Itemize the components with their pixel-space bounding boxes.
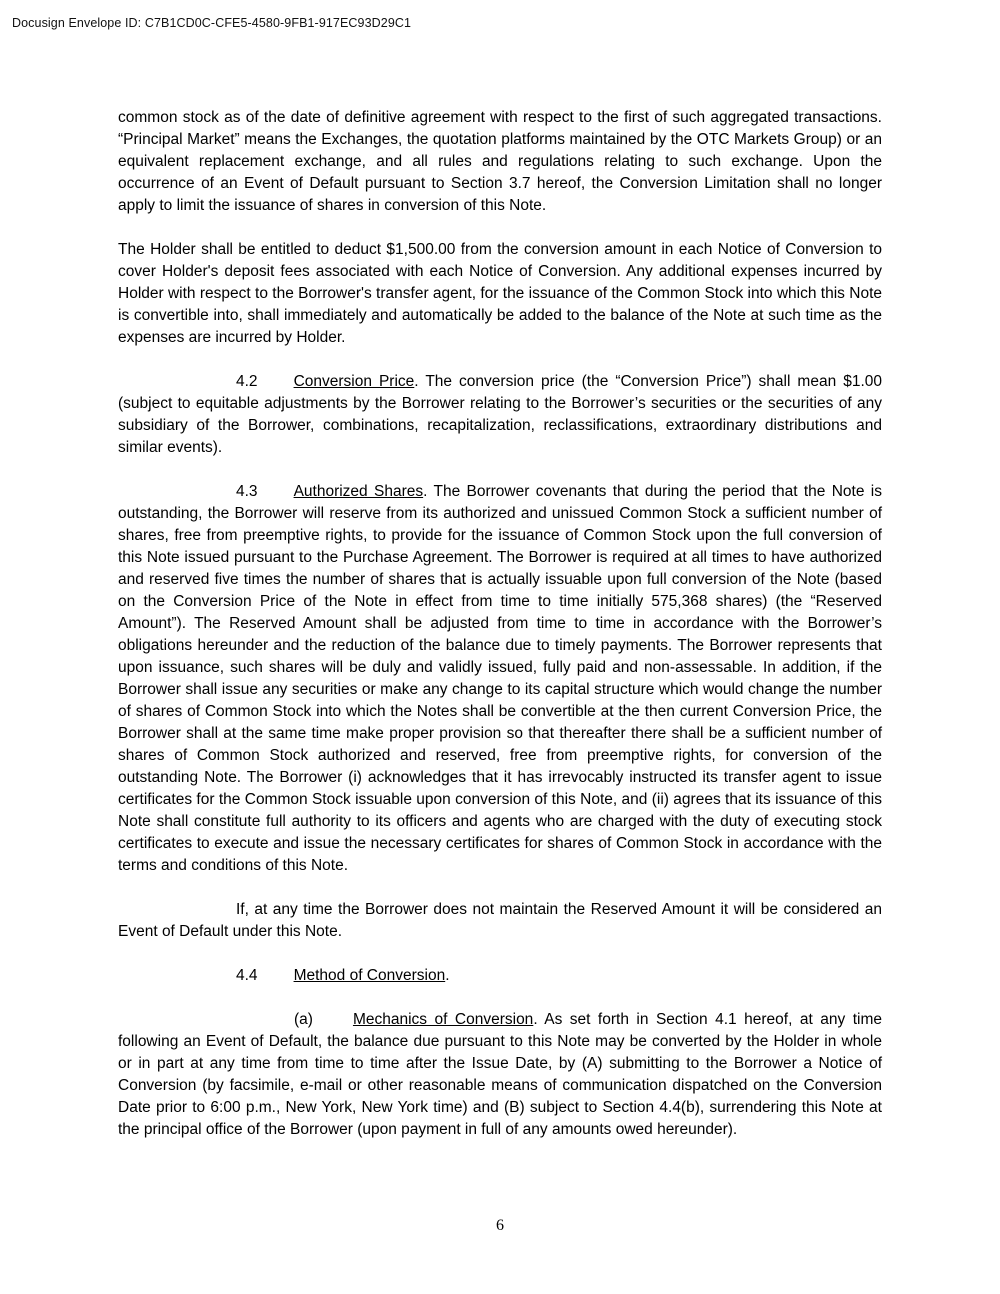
- section-text: . The Borrower covenants that during the period that the Note is outstanding, the Borrower will reserve from its authorized and unissued Common Stock a sufficient number of shares, free from preemptive rights, to provide for the issuance of Common Stock upon the full conversion of this Note issued pursuant to the Purchase Agreement. The Borrower is required at all times to have authorized and reserved five times the number of shares that is actually issuable upon full conversion of the Note (based on the Conversion Price of the Note in effect from time to time initially 575,368 shares) (the “Reserved Amount”). The Reserved Amount shall be adjusted from time to time in accordance with the Borrower’s obligations hereunder and the reduction of the balance due to timely payments. The Borrower represents that upon issuance, such shares will be duly and validly issued, fully paid and non-assessable. In addition, if the Borrower shall issue any securities or make any change to its capital structure which would change the number of shares of Common Stock into which the Notes shall be convertible at the then current Conversion Price, the Borrower shall at the same time make proper provision so that thereafter there shall be a sufficient number of shares of Common Stock authorized and reserved, free from preemptive rights, for conversion of the outstanding Note. The Borrower (i) acknowledges that it has irrevocably instructed its transfer agent to issue certificates for the Common Stock issuable upon conversion of this Note, and (ii) agrees that its issuance of this Note shall constitute full authority to its officers and agents who are charged with the duty of executing stock certificates to execute and issue the necessary certificates for shares of Common Stock in accordance with the terms and conditions of this Note.: [118, 483, 882, 874]
- subsection-text: . As set forth in Section 4.1 hereof, at any time following an Event of Default, the balance due pursuant to this Note may be converted by the Holder in whole or in part at any time from time to time after the Issue Date, by (A) submitting to the Borrower a Notice of Conversion (by facsimile, e-mail or other reasonable means of communication dispatched on the Conversion Date prior to 6:00 p.m., New York, New York time) and (B) subject to Section 4.4(b), surrendering this Note at the principal office of the Borrower (upon payment in full of any amounts owed hereunder).: [118, 1011, 883, 1138]
- paragraph-holder-fees: The Holder shall be entitled to deduct $1,500.00 from the conversion amount in each Notice of Conversion to cover Holder's deposit fees associated with each Notice of Conversion. Any additional expenses incurred by Holder with respect to the Borrower's transfer agent, for the issuance of the Common Stock into which this Note is convertible into, shall immediately and automatically be added to the balance of the Note at such time as the expenses are incurred by Holder.: [118, 241, 882, 346]
- section-text: .: [445, 967, 450, 984]
- section-4-2: [118, 371, 882, 459]
- section-number: 4.3: [236, 483, 258, 500]
- section-4-3: [118, 481, 882, 877]
- paragraph-text: If, at any time the Borrower does not maintain the Reserved Amount it will be considered an Event of Default under this Note.: [118, 901, 882, 940]
- section-text: . The conversion price (the “Conversion Price”) shall mean $1.00 (subject to equitable adjustments by the Borrower relating to the Borrower’s securities or the securities of any subsidiary of the Borrower, combinations, recapitalization, reclassifications, extraordinary distributions and similar events).: [118, 373, 882, 456]
- page-number: 6: [496, 1217, 504, 1234]
- paragraph-reserved-amount-default: [118, 899, 882, 943]
- subsection-label: (a): [294, 1011, 313, 1028]
- section-4-4-a: [118, 1009, 882, 1141]
- section-number: 4.4: [236, 967, 258, 984]
- section-heading: Authorized Shares: [293, 483, 424, 500]
- section-4-4: [118, 965, 882, 987]
- section-heading: Conversion Price: [293, 373, 415, 390]
- section-number: 4.2: [236, 373, 258, 390]
- envelope-id: Docusign Envelope ID: C7B1CD0C-CFE5-4580-9FB1-917EC93D29C1: [12, 16, 412, 30]
- section-heading: Method of Conversion: [293, 967, 446, 984]
- subsection-heading: Mechanics of Conversion: [352, 1011, 534, 1028]
- paragraph-principal-market: common stock as of the date of definitive agreement with respect to the first of such aggregated transactions. “Principal Market” means the Exchanges, the quotation platforms maintained by the OTC Markets Group) or an equivalent replacement exchange, and all rules and regulations relating to such exchange. Upon the occurrence of an Event of Default pursuant to Section 3.7 hereof, the Conversion Limitation shall no longer apply to limit the issuance of shares in conversion of this Note.: [118, 109, 882, 214]
- document-body: [118, 107, 882, 1163]
